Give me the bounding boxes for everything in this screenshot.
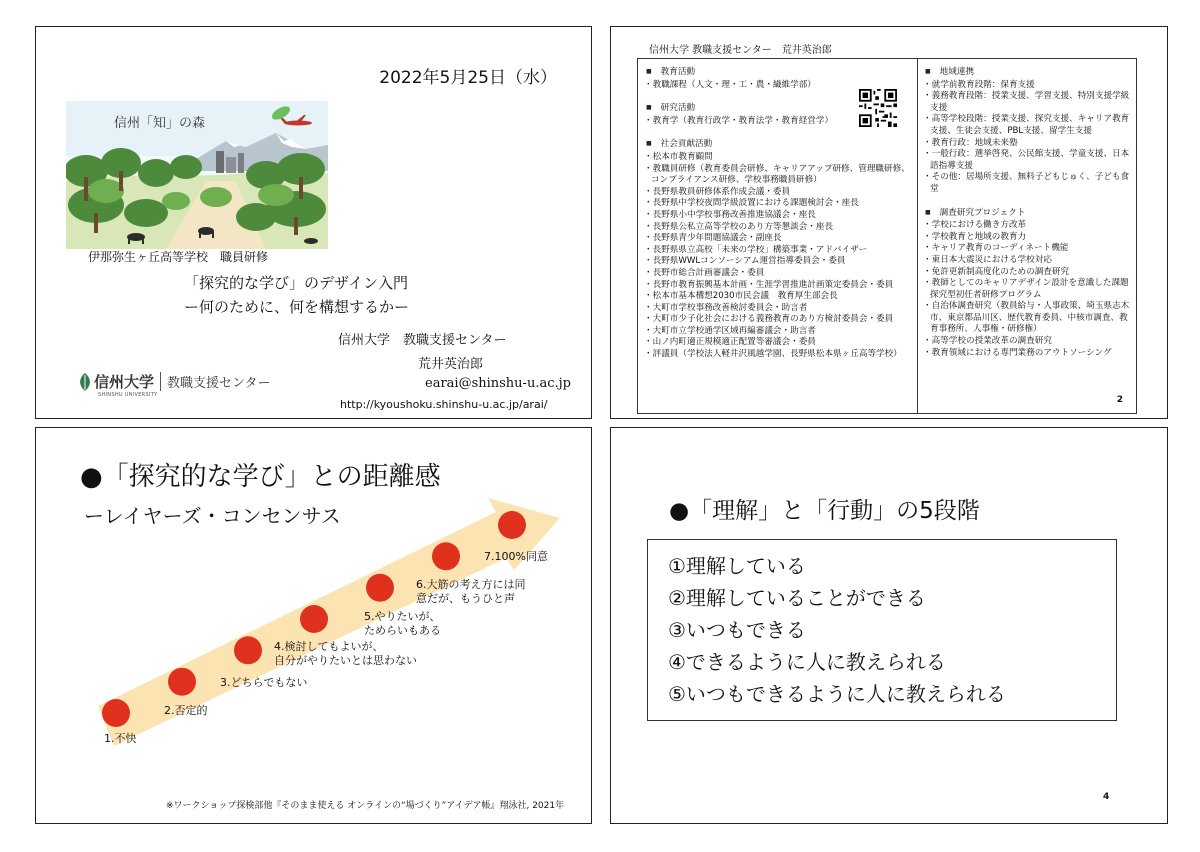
activity-item: ・東日本大震災における学校対応 <box>923 254 1052 265</box>
page-number: 4 <box>1103 792 1110 802</box>
stage-2-dot <box>168 668 196 696</box>
university-logo <box>76 371 271 398</box>
section-heading: ■ 地域連携 <box>923 66 1133 79</box>
stage-item-5: ⑤いつもできるように人に教えられる <box>668 682 1006 706</box>
section-heading: ■ 教育活動 <box>644 66 912 79</box>
logo-university-name: 信州大学 <box>94 373 155 391</box>
presentation-title: 「探究的な学び」のデザイン入門 <box>184 274 408 292</box>
activity-item: ・教育学（教育行政学・教育法学・教育経営学） <box>644 115 834 126</box>
illustration-title: 信州「知」の森 <box>114 116 206 131</box>
presenter-url: http://kyoushoku.shinshu-u.ac.jp/arai/ <box>340 398 548 411</box>
stage-item-3: ③いつもできる <box>668 618 806 642</box>
activity-item: ・長野市総合計画審議会・委員 <box>644 267 765 278</box>
slide-date: 2022年5月25日（水） <box>379 68 557 88</box>
presenter-affiliation: 信州大学 教職支援センター <box>338 333 507 348</box>
column-divider <box>917 59 918 413</box>
slide4-title: ●「理解」と「行動」の5段階 <box>669 498 980 524</box>
activity-item: ・長野県WWLコンソーシアム運営指導委員会・委員 <box>644 256 846 267</box>
activity-item: ・キャリア教育のコーディネート機能 <box>923 243 1069 254</box>
activity-item: ・教職課程（人文・理・工・農・繊維学部） <box>644 79 816 90</box>
slide-2 <box>610 26 1168 419</box>
activity-item: ・長野県県立高校「未来の学校」構築事業・アドバイザー <box>644 244 868 255</box>
slide-3 <box>35 427 592 824</box>
activity-item: ・大町市立学校通学区域再編審議会・助言者 <box>644 325 816 336</box>
activity-item: ・免許更新制高度化のための調査研究 <box>923 266 1070 277</box>
section-heading: ■ 調査研究プロジェクト <box>923 207 1133 220</box>
activity-item: ・山ノ内町適正規模適正配置等審議会・委員 <box>644 337 816 348</box>
activity-item: ・義務教育段階：授業支援、学習支援、特別支援学級支援 <box>923 91 1130 113</box>
slide-4 <box>610 427 1168 824</box>
activity-item: ・大町市学校事務改善検討委員会・助言者 <box>644 302 808 313</box>
activity-item: ・評議員（学校法人軽井沢風越学園、長野県松本県ヶ丘高等学校） <box>644 349 902 360</box>
activity-item: ・教育行政：地域未来塾 <box>923 137 1018 148</box>
activity-item: ・松本市教育顧問 <box>644 151 713 162</box>
section-heading: ■ 社会貢献活動 <box>644 138 912 151</box>
activity-item: ・学校教育と地域の教育力 <box>923 231 1027 242</box>
section-heading: ■ 研究活動 <box>644 102 912 115</box>
activities-right-column <box>923 63 1133 359</box>
stage-item-2: ②理解していることができる <box>668 586 926 610</box>
leaf-logo-icon <box>76 372 94 392</box>
stage-1-label: 1.不快 <box>104 732 137 745</box>
stage-6-label: 6.大筋の考え方には同 意だが、もうひと声 <box>416 578 526 605</box>
stage-6-dot <box>432 542 460 570</box>
stage-item-1: ①理解している <box>668 554 806 578</box>
activity-item: ・大町市少子化社会における義務教育のあり方検討委員会・委員 <box>644 314 894 325</box>
activity-item: ・長野市教育振興基本計画・生涯学習推進計画策定委員会・委員 <box>644 279 894 290</box>
stage-2-label: 2.否定的 <box>164 704 208 717</box>
activity-item: ・高等学校の授業改革の調査研究 <box>923 336 1052 347</box>
stage-item-4: ④できるように人に教えられる <box>668 650 946 674</box>
activity-item: ・長野県青少年問題協議会・副座長 <box>644 233 782 244</box>
page-number: 2 <box>1116 395 1123 405</box>
stage-4-label: 4.検討してもよいが、 自分がやりたいとは思わない <box>274 640 417 667</box>
activity-item: ・教職員研修（教育委員会研修、キャリアアップ研修、管理職研修、コンプライアンス研修、学校事務職員研修） <box>644 163 910 186</box>
presenter-name: 荒井英治郎 <box>418 357 484 372</box>
slide3-title: ●「探究的な学び」との距離感 <box>80 462 441 492</box>
activity-item: ・教師としてのキャリアデザイン設計を意識した課題探究型初任者研修プログラム <box>923 278 1129 300</box>
spacer <box>923 196 1133 204</box>
activity-item: ・就学前教育段階：保育支援 <box>923 79 1035 90</box>
presenter-email: earai@shinshu-u.ac.jp <box>425 376 571 391</box>
activity-item: ・学校における働き方改革 <box>923 220 1027 231</box>
presentation-subtitle: ー何のために、何を構想するかー <box>184 298 410 316</box>
stage-4-dot <box>300 605 328 633</box>
slide2-header: 信州大学 教職支援センター 荒井英治郎 <box>649 45 832 56</box>
activity-item: ・一般行政：選挙啓発、公民館支援、学童支援、日本語指導支援 <box>923 149 1130 171</box>
slide-1 <box>35 26 592 419</box>
activity-item: ・長野県公私立高等学校のあり方等懇談会・座長 <box>644 221 834 232</box>
activity-item: ・自治体調査研究（教員給与・人事政策、埼玉県志木市、東京都品川区、歴代教育委員、中核市調査、教育事務所、人事権・研修権） <box>923 301 1130 335</box>
slide3-subtitle: ーレイヤーズ・コンセンサス <box>84 504 341 528</box>
activity-item: ・その他：居場所支援、無料子どもじゅく、子ども食堂 <box>923 172 1130 194</box>
stage-3-label: 3.どちらでもない <box>220 676 308 689</box>
activity-item: ・長野県中学校夜間学級設置における課題検討会・座長 <box>644 198 859 209</box>
activity-item: ・長野県小中学校事務改善推進協議会・座長 <box>644 209 816 220</box>
stage-7-dot <box>498 511 526 539</box>
stage-3-dot <box>234 636 262 664</box>
five-stages-box <box>647 539 1117 721</box>
activity-item: ・松本市基本構想2030市民会議 教育厚生部会長 <box>644 291 838 302</box>
stage-5-dot <box>366 574 394 602</box>
logo-university-english: SHINSHU UNIVERSITY <box>98 392 158 398</box>
logo-center-name: 教職支援センター <box>160 372 270 391</box>
event-name: 伊那弥生ヶ丘高等学校 職員研修 <box>88 250 269 264</box>
stage-1-dot <box>102 699 130 727</box>
stage-5-label: 5.やりたいが、 ためらいもある <box>364 610 441 637</box>
source-footnote: ※ワークショップ探検部他『そのまま使える オンラインの“場づくり”アイデア帳』翔泳社, 2021年 <box>166 801 565 811</box>
spacer <box>644 127 912 135</box>
activity-item: ・教育領域における専門業務のアウトソーシング <box>923 347 1112 358</box>
qr-code-icon <box>859 89 897 127</box>
stage-7-label: 7.100%同意 <box>484 550 548 563</box>
activity-item: ・長野県教員研修体系作成会議・委員 <box>644 186 791 197</box>
activity-item: ・高等学校段階：授業支援、探究支援、キャリア教育支援、生徒会支援、PBL支援、留学生支援 <box>923 114 1130 136</box>
forest-illustration <box>66 101 328 249</box>
